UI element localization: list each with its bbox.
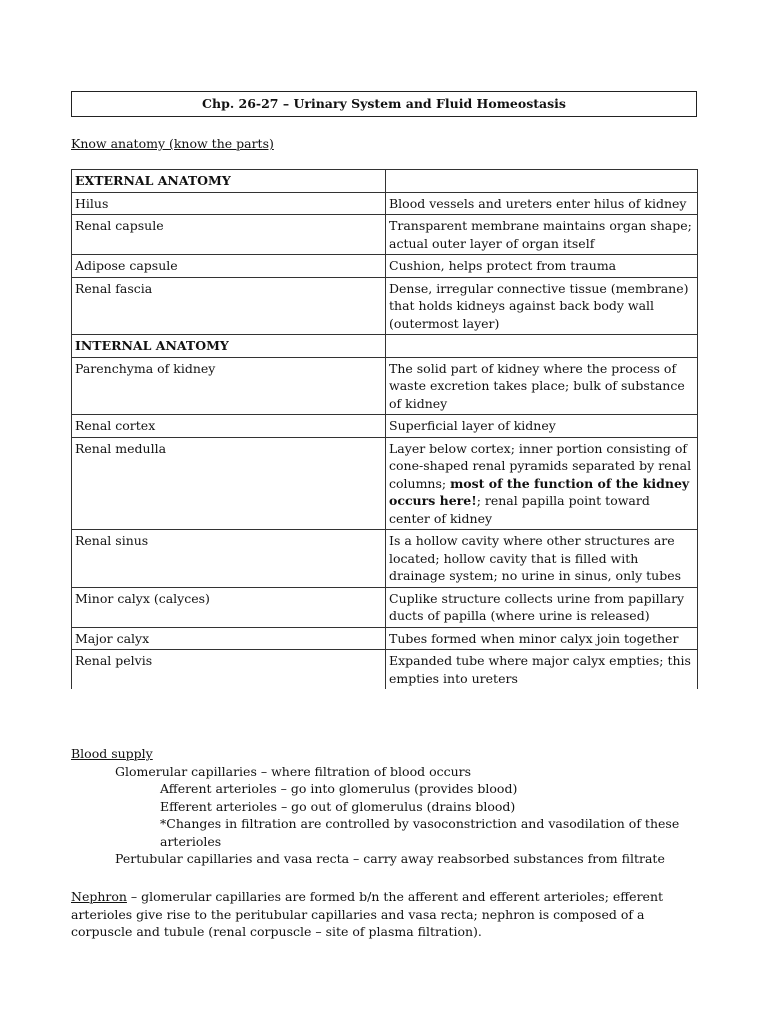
description-cell: Cuplike structure collects urine from papillary ducts of papilla (where urine is released)	[386, 587, 698, 627]
page-title: Chp. 26-27 – Urinary System and Fluid Homeostasis	[71, 91, 697, 117]
nephron-paragraph	[71, 888, 701, 941]
blood-supply-item: Pertubular capillaries and vasa recta – carry away reabsorbed substances from filtrate	[115, 851, 665, 866]
description-text: ; renal papilla point toward center of kidney	[389, 493, 650, 526]
description-cell: Expanded tube where major calyx empties; this empties into ureters	[386, 650, 698, 690]
table-row	[72, 587, 698, 627]
section-heading-blood-supply: Blood supply	[71, 746, 153, 761]
description-cell: Is a hollow cavity where other structures are located; hollow cavity that is filled with drainage system; no urine in sinus, only tubes	[386, 530, 698, 588]
description-cell: The solid part of kidney where the process of waste excretion takes place; bulk of substance of kidney	[386, 357, 698, 415]
table-row	[72, 415, 698, 438]
term-cell: Renal capsule	[72, 215, 386, 255]
term-cell: Hilus	[72, 192, 386, 215]
blood-supply-subitem: Efferent arterioles – go out of glomerulus (drains blood)	[160, 798, 516, 814]
table-header-cell: EXTERNAL ANATOMY	[72, 170, 386, 193]
term-cell: Major calyx	[72, 627, 386, 650]
term-cell: Parenchyma of kidney	[72, 357, 386, 415]
description-cell: Blood vessels and ureters enter hilus of kidney	[386, 192, 698, 215]
term-cell: Renal cortex	[72, 415, 386, 438]
description-cell: Superficial layer of kidney	[386, 415, 698, 438]
term-cell: Renal pelvis	[72, 650, 386, 690]
blood-supply-item: Glomerular capillaries – where filtration of blood occurs	[115, 763, 472, 779]
table-row	[72, 277, 698, 335]
term-cell: Minor calyx (calyces)	[72, 587, 386, 627]
description-cell: Tubes formed when minor calyx join together	[386, 627, 698, 650]
table-row-header-internal	[72, 335, 698, 358]
table-row-header-external	[72, 170, 698, 193]
table-row	[72, 627, 698, 650]
blood-supply-note: *Changes in filtration are controlled by vasoconstriction and vasodilation of these arterioles	[160, 816, 680, 849]
term-cell: Adipose capsule	[72, 255, 386, 278]
section-heading-know-anatomy: Know anatomy (know the parts)	[71, 136, 274, 151]
nephron-term: Nephron	[71, 889, 127, 904]
anatomy-table	[71, 169, 698, 689]
blood-supply-subitem: Afferent arterioles – go into glomerulus (provides blood)	[160, 781, 518, 796]
description-cell: Dense, irregular connective tissue (membrane) that holds kidneys against back body wall (outermost layer)	[386, 277, 698, 335]
description-cell: Transparent membrane maintains organ shape; actual outer layer of organ itself	[386, 215, 698, 255]
table-cell-empty	[386, 170, 698, 193]
description-cell	[386, 437, 698, 530]
table-row	[72, 530, 698, 588]
table-row	[72, 192, 698, 215]
table-row	[72, 215, 698, 255]
table-cell-empty	[386, 335, 698, 358]
table-row	[72, 437, 698, 530]
table-row	[72, 255, 698, 278]
nephron-text: – glomerular capillaries are formed b/n the afferent and efferent arterioles; efferent arterioles give rise to the peritubular capillaries and vasa recta; nephron is composed of a corpuscle and tubule (renal corpuscle – site of plasma filtration).	[71, 889, 664, 939]
term-cell: Renal sinus	[72, 530, 386, 588]
description-text: Layer below cortex; inner portion consisting of cone-shaped renal pyramids separated by renal columns;	[389, 440, 692, 491]
term-cell: Renal fascia	[72, 277, 386, 335]
description-emphasis: most of the function of the kidney occurs here!	[389, 475, 690, 508]
table-row	[72, 357, 698, 415]
term-cell: Renal medulla	[72, 437, 386, 530]
description-cell: Cushion, helps protect from trauma	[386, 255, 698, 278]
table-header-cell: INTERNAL ANATOMY	[72, 335, 386, 358]
blood-supply-section	[71, 745, 700, 868]
table-row	[72, 650, 698, 690]
